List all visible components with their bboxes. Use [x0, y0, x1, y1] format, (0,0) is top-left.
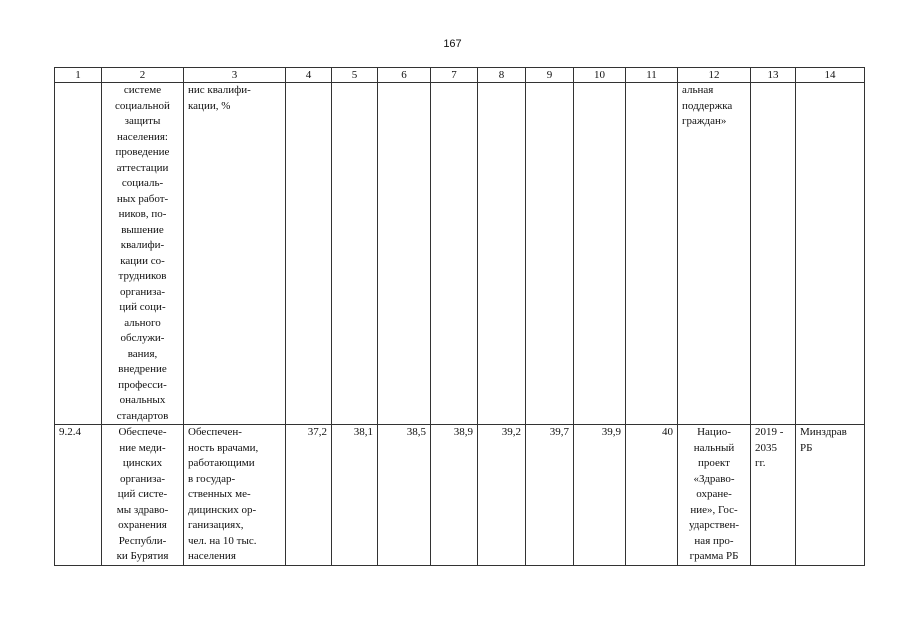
header-cell: 13	[751, 68, 796, 83]
table-cell: 2019 - 2035 гг.	[751, 425, 796, 566]
table-cell: Нацио- нальный проект «Здраво- охране- ние», Гос- ударствен- ная про- грамма РБ	[678, 425, 751, 566]
table-cell: 38,1	[332, 425, 378, 566]
table-cell: 37,2	[286, 425, 332, 566]
table-cell	[626, 83, 678, 425]
table-cell: альная поддержка граждан»	[678, 83, 751, 425]
table-cell	[526, 83, 574, 425]
table-cell: 39,2	[478, 425, 526, 566]
header-cell: 1	[55, 68, 102, 83]
header-cell: 10	[574, 68, 626, 83]
header-cell: 5	[332, 68, 378, 83]
header-cell: 8	[478, 68, 526, 83]
header-cell: 6	[378, 68, 431, 83]
table-cell: 9.2.4	[55, 425, 102, 566]
table-header-row	[55, 68, 865, 83]
table-cell: 38,5	[378, 425, 431, 566]
table-cell	[796, 83, 865, 425]
header-cell: 7	[431, 68, 478, 83]
header-cell: 14	[796, 68, 865, 83]
table-cell	[574, 83, 626, 425]
table-row	[55, 425, 865, 566]
header-cell: 12	[678, 68, 751, 83]
table-cell	[431, 83, 478, 425]
table-cell: системе социальной защиты населения: проведение аттестации социаль- ных работ- ников, по- вышение квалифи- кации со- трудников организа- ций соци- ального обслужи- вания, внедрение професси- ональных стандартов	[102, 83, 184, 425]
table-cell: 40	[626, 425, 678, 566]
table-cell	[286, 83, 332, 425]
header-cell: 3	[184, 68, 286, 83]
table-row	[55, 83, 865, 425]
table-cell: Минздрав РБ	[796, 425, 865, 566]
table-cell: Обеспечен- ность врачами, работающими в государ- ственных ме- дицинских ор- ганизациях, чел. на 10 тыс. населения	[184, 425, 286, 566]
header-cell: 9	[526, 68, 574, 83]
header-cell: 2	[102, 68, 184, 83]
table-cell	[378, 83, 431, 425]
table-cell	[332, 83, 378, 425]
header-cell: 11	[626, 68, 678, 83]
table-cell	[478, 83, 526, 425]
table-cell: 39,9	[574, 425, 626, 566]
table-cell: 39,7	[526, 425, 574, 566]
page-number: 167	[443, 38, 462, 50]
table-cell	[55, 83, 102, 425]
table-cell	[751, 83, 796, 425]
table-cell: нис квалифи- кации, %	[184, 83, 286, 425]
table-cell: 38,9	[431, 425, 478, 566]
program-table	[54, 67, 865, 566]
header-cell: 4	[286, 68, 332, 83]
table-cell: Обеспече- ние меди- цинских организа- ций систе- мы здраво- охранения Республи- ки Бурятия	[102, 425, 184, 566]
